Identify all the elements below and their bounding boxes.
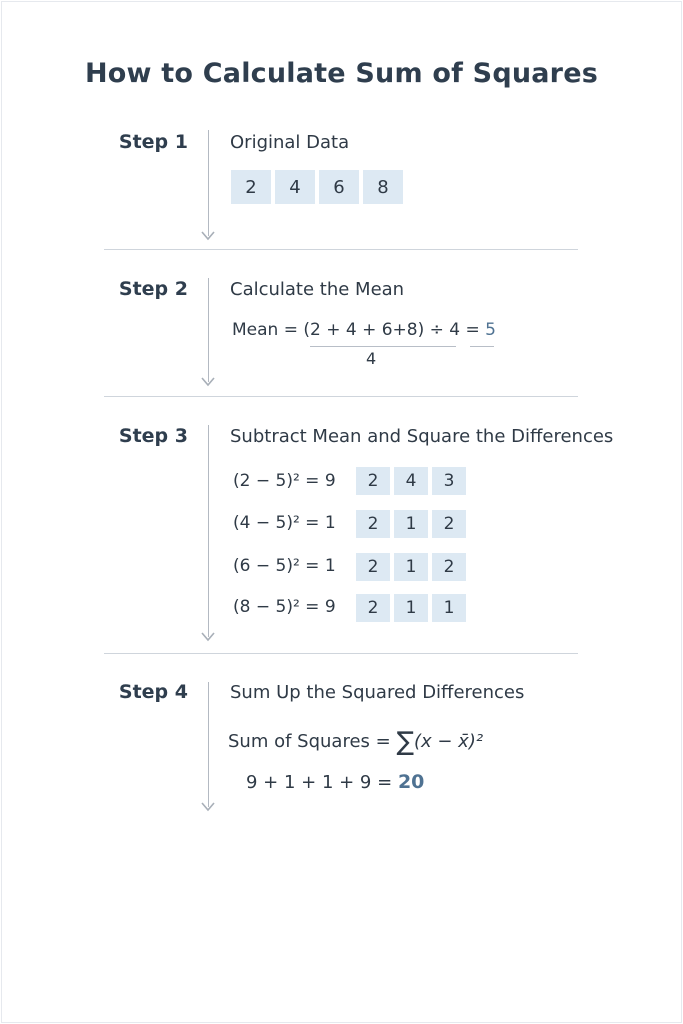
difference-box: 2 bbox=[356, 594, 390, 622]
step-1-connector bbox=[208, 130, 209, 236]
difference-box: 1 bbox=[432, 594, 466, 622]
step-divider bbox=[104, 396, 578, 397]
difference-box: 4 bbox=[394, 467, 428, 495]
difference-box: 2 bbox=[432, 553, 466, 581]
result-underline bbox=[470, 346, 494, 347]
formula-body: (x − x̄)² bbox=[413, 731, 484, 752]
data-value-box: 6 bbox=[319, 170, 359, 204]
mean-equation bbox=[232, 320, 496, 340]
step-1-label: Step 1 bbox=[118, 131, 188, 153]
step-2-label: Step 2 bbox=[118, 278, 188, 300]
difference-boxes bbox=[356, 467, 466, 495]
mean-equation-lhs: Mean = (2 + 4 + 6+8) ÷ 4 = bbox=[232, 320, 480, 340]
squared-difference-expr: (4 − 5)² = 1 bbox=[233, 513, 336, 533]
step-divider bbox=[104, 249, 578, 250]
difference-boxes bbox=[356, 594, 466, 622]
sum-result: 20 bbox=[397, 771, 425, 793]
difference-boxes bbox=[356, 510, 466, 538]
down-arrow-icon bbox=[201, 377, 215, 387]
difference-box: 1 bbox=[394, 510, 428, 538]
step-3-label: Step 3 bbox=[118, 425, 188, 447]
step-divider bbox=[104, 653, 578, 654]
step-2-connector bbox=[208, 278, 209, 382]
difference-box: 1 bbox=[394, 594, 428, 622]
data-value-box: 8 bbox=[363, 170, 403, 204]
step-3-connector bbox=[208, 425, 209, 637]
formula-lhs: Sum of Squares = bbox=[228, 731, 391, 752]
data-value-box: 2 bbox=[231, 170, 271, 204]
squared-difference-expr: (8 − 5)² = 9 bbox=[233, 597, 336, 617]
mean-result: 5 bbox=[485, 320, 496, 340]
sum-expression: 9 + 1 + 1 + 9 = bbox=[246, 772, 393, 793]
difference-boxes bbox=[356, 553, 466, 581]
sum-of-squares-formula bbox=[228, 727, 483, 757]
step-4-title: Sum Up the Squared Differences bbox=[230, 682, 525, 703]
difference-box: 2 bbox=[432, 510, 466, 538]
difference-box: 2 bbox=[356, 553, 390, 581]
fraction-bar bbox=[310, 346, 456, 347]
down-arrow-icon bbox=[201, 632, 215, 642]
page-title: How to Calculate Sum of Squares bbox=[85, 58, 598, 89]
squared-difference-expr: (2 − 5)² = 9 bbox=[233, 471, 336, 491]
down-arrow-icon bbox=[201, 802, 215, 812]
down-arrow-icon bbox=[201, 231, 215, 241]
mean-denominator: 4 bbox=[366, 349, 377, 368]
step-1-title: Original Data bbox=[230, 132, 350, 153]
data-value-box: 4 bbox=[275, 170, 315, 204]
step-2-title: Calculate the Mean bbox=[230, 279, 405, 300]
difference-box: 2 bbox=[356, 510, 390, 538]
difference-box: 3 bbox=[432, 467, 466, 495]
step-4-connector bbox=[208, 682, 209, 807]
sum-equation bbox=[246, 771, 424, 793]
step-4-label: Step 4 bbox=[118, 681, 188, 703]
data-values bbox=[231, 170, 403, 204]
sigma-symbol: ∑ bbox=[396, 727, 414, 757]
difference-box: 2 bbox=[356, 467, 390, 495]
page-frame bbox=[1, 1, 682, 1023]
difference-box: 1 bbox=[394, 553, 428, 581]
step-3-title: Subtract Mean and Square the Differences bbox=[230, 426, 614, 447]
squared-difference-expr: (6 − 5)² = 1 bbox=[233, 556, 336, 576]
